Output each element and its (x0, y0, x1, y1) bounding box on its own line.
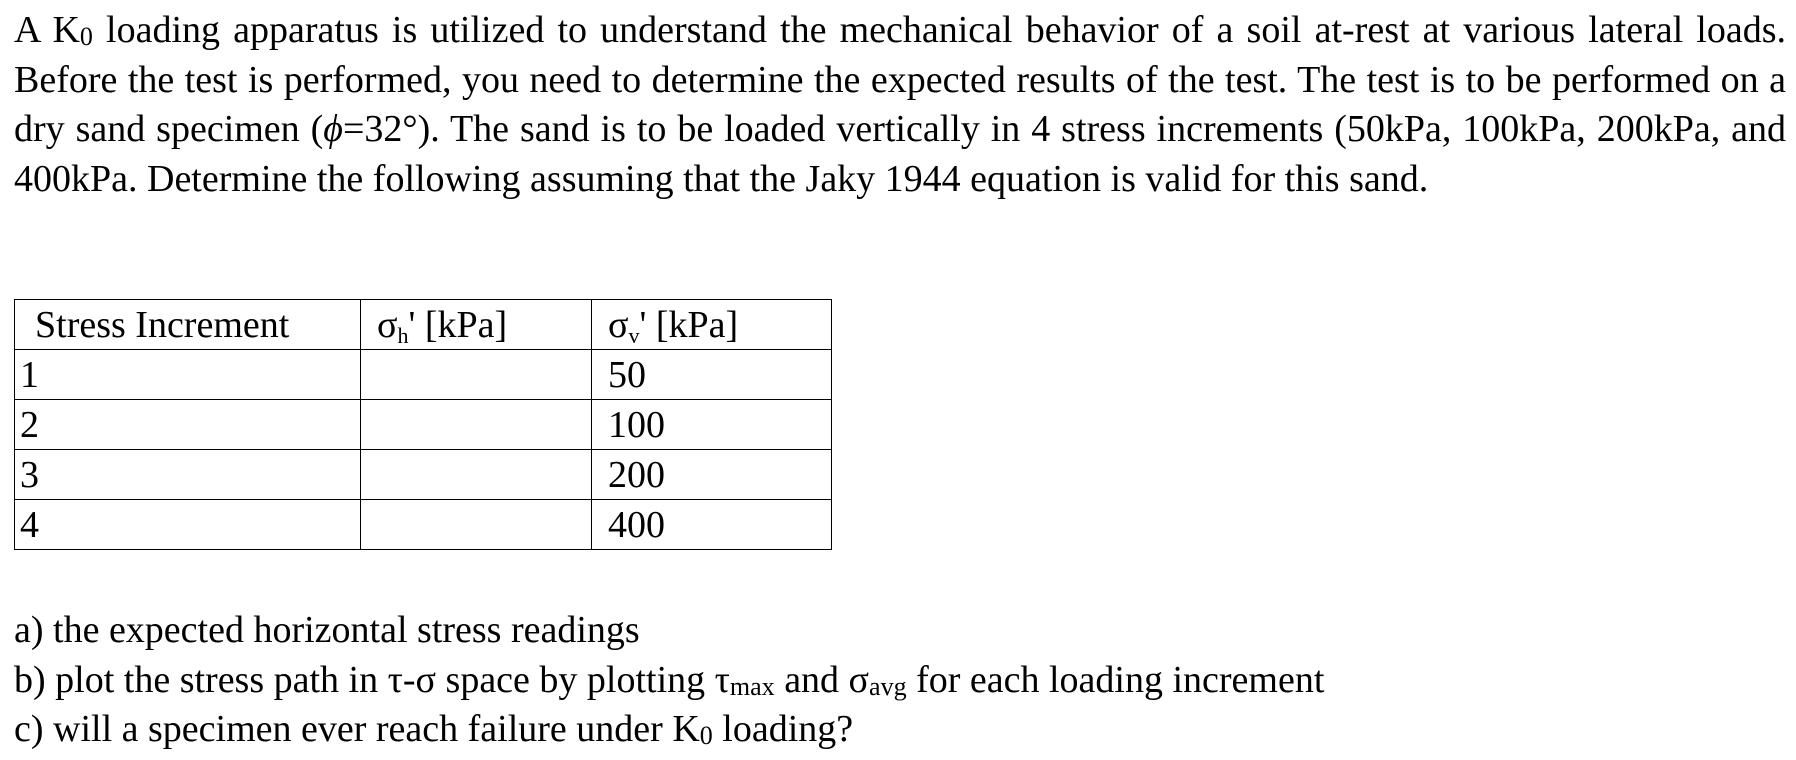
intro-text-3: =32°). The sand is to be loaded vertically in 4 stress increments (50kPa, 100kPa, 200kPa, and 400kPa. Determine the following assuming that the Jaky 1944 equation is valid for this sand. (14, 108, 1787, 200)
table-row (15, 500, 832, 550)
question-b-text-2: and σ (774, 658, 870, 701)
sigma-h-subscript: h (397, 322, 409, 348)
cell-increment: 2 (15, 400, 361, 450)
intro-text-2: loading apparatus is utilized to understand the mechanical behavior of a soil at-rest at various lateral loads. Before the test is performed, you need to determine the expected results of the test. The test is to be performed on a dry sand specimen ( (14, 9, 1786, 150)
stress-table (14, 299, 832, 550)
cell-sigma-v: 200 (592, 450, 832, 500)
question-c (14, 705, 1324, 755)
intro-text-1: A K (14, 9, 80, 51)
tau-max-subscript: max (729, 671, 775, 701)
cell-sigma-v: 400 (592, 500, 832, 550)
sigma-v-symbol: σ (608, 303, 629, 346)
header-stress-increment: Stress Increment (15, 300, 361, 350)
question-a: a) the expected horizontal stress readings (14, 609, 640, 651)
sigma-v-subscript: v (628, 322, 640, 348)
header-sigma-v (592, 300, 832, 350)
cell-sigma-v: 50 (592, 350, 832, 400)
problem-statement (14, 6, 1786, 204)
cell-increment: 1 (15, 350, 361, 400)
cell-sigma-h (361, 350, 592, 400)
question-c-text-1: c) will a specimen ever reach failure under K (14, 708, 700, 750)
table-header-row (15, 300, 832, 350)
question-b-text-1: b) plot the stress path in τ-σ space by plotting τ (14, 658, 730, 701)
table-row (15, 350, 832, 400)
question-list (14, 606, 1324, 755)
question-b (14, 656, 1324, 706)
cell-sigma-h (361, 500, 592, 550)
cell-sigma-h (361, 450, 592, 500)
sigma-v-unit: ' [kPa] (639, 303, 739, 346)
sigma-h-symbol: σ (377, 303, 398, 346)
cell-sigma-v: 100 (592, 400, 832, 450)
phi-symbol: ϕ (323, 108, 343, 150)
question-b-text-3: for each loading increment (906, 658, 1325, 701)
header-sigma-h (361, 300, 592, 350)
table-row (15, 450, 832, 500)
table-row (15, 400, 832, 450)
cell-increment: 4 (15, 500, 361, 550)
sigma-avg-subscript: avg (869, 671, 907, 701)
k-subscript: 0 (699, 721, 713, 750)
sigma-h-unit: ' [kPa] (408, 303, 508, 346)
k-subscript: 0 (79, 22, 93, 51)
cell-sigma-h (361, 400, 592, 450)
cell-increment: 3 (15, 450, 361, 500)
question-c-text-2: loading? (712, 708, 854, 750)
